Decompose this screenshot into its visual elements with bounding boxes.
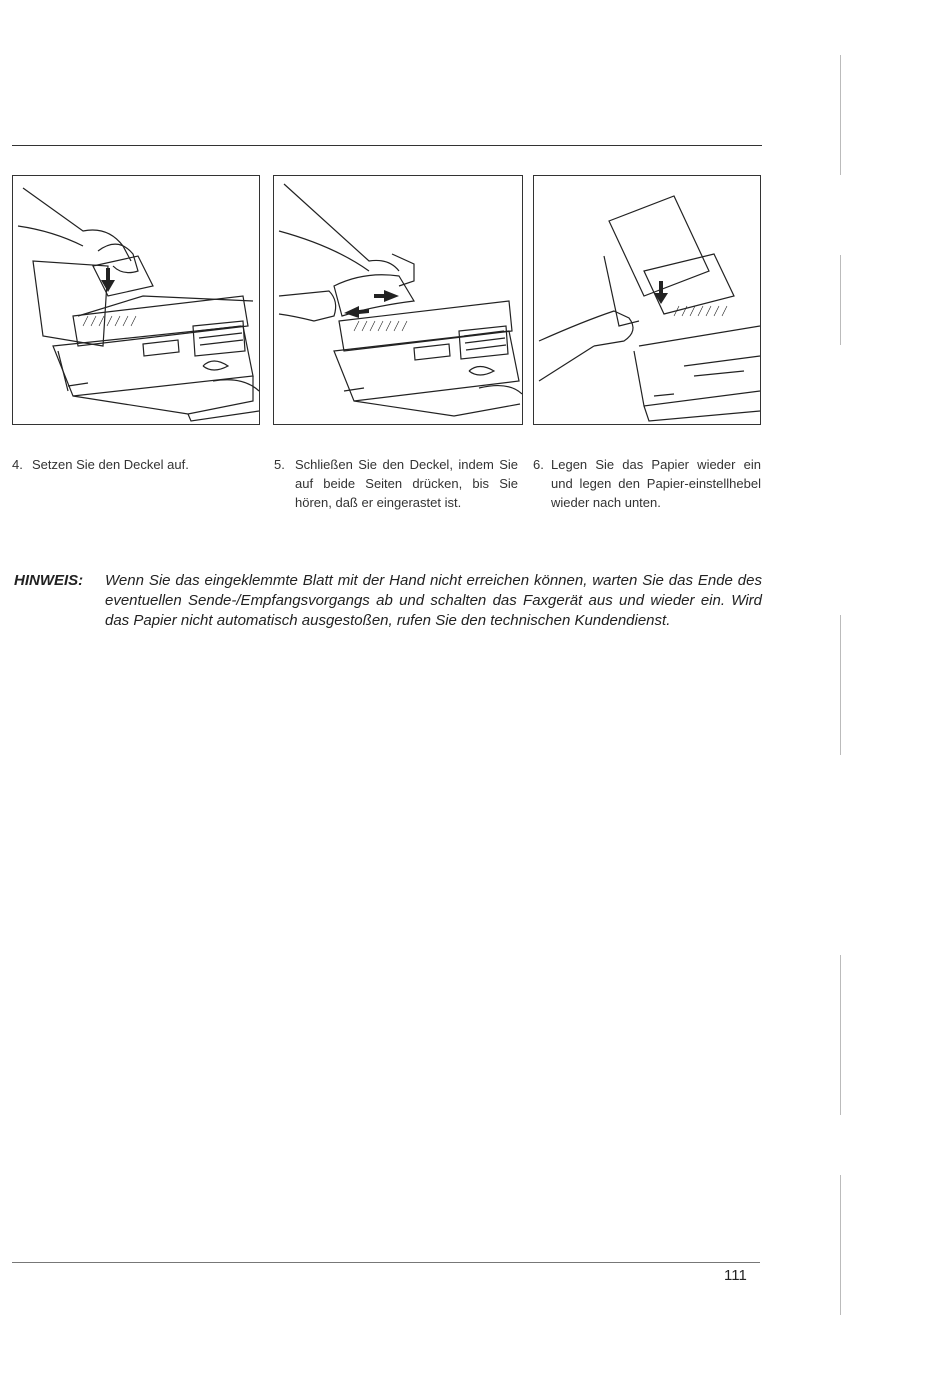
page-number: 111 xyxy=(724,1267,747,1284)
step-5 xyxy=(274,455,518,512)
figure-step-6 xyxy=(533,175,761,425)
fax-reload-paper-illustration xyxy=(534,176,760,424)
note xyxy=(14,571,762,631)
step-6 xyxy=(533,455,761,512)
bottom-rule xyxy=(12,1262,760,1263)
step-number: 6. xyxy=(533,457,544,472)
figure-step-5 xyxy=(273,175,523,425)
fax-cover-illustration xyxy=(13,176,259,424)
step-text: Setzen Sie den Deckel auf. xyxy=(32,457,189,472)
step-4 xyxy=(12,455,252,474)
step-text: Legen Sie das Papier wieder ein und legen den Papier-einstellhebel wieder nach unten. xyxy=(551,457,761,510)
step-number: 4. xyxy=(12,457,23,472)
margin-marks xyxy=(832,55,842,1315)
figure-step-4 xyxy=(12,175,260,425)
step-number: 5. xyxy=(274,457,285,472)
note-label: HINWEIS: xyxy=(14,572,84,589)
fax-press-cover-illustration xyxy=(274,176,522,424)
step-text: Schließen Sie den Deckel, indem Sie auf beide Seiten drücken, bis Sie hören, daß er eingerastet ist. xyxy=(295,457,518,510)
note-text: Wenn Sie das eingeklemmte Blatt mit der Hand nicht erreichen können, warten Sie das Ende des eventuellen Sende-/Empfangsvorgangs ab und schalten das Faxgerät aus und wieder ein. Wird das Papier nicht automatisch ausgestoßen, rufen Sie den technischen Kundendienst. xyxy=(105,572,762,629)
top-rule xyxy=(12,145,762,146)
